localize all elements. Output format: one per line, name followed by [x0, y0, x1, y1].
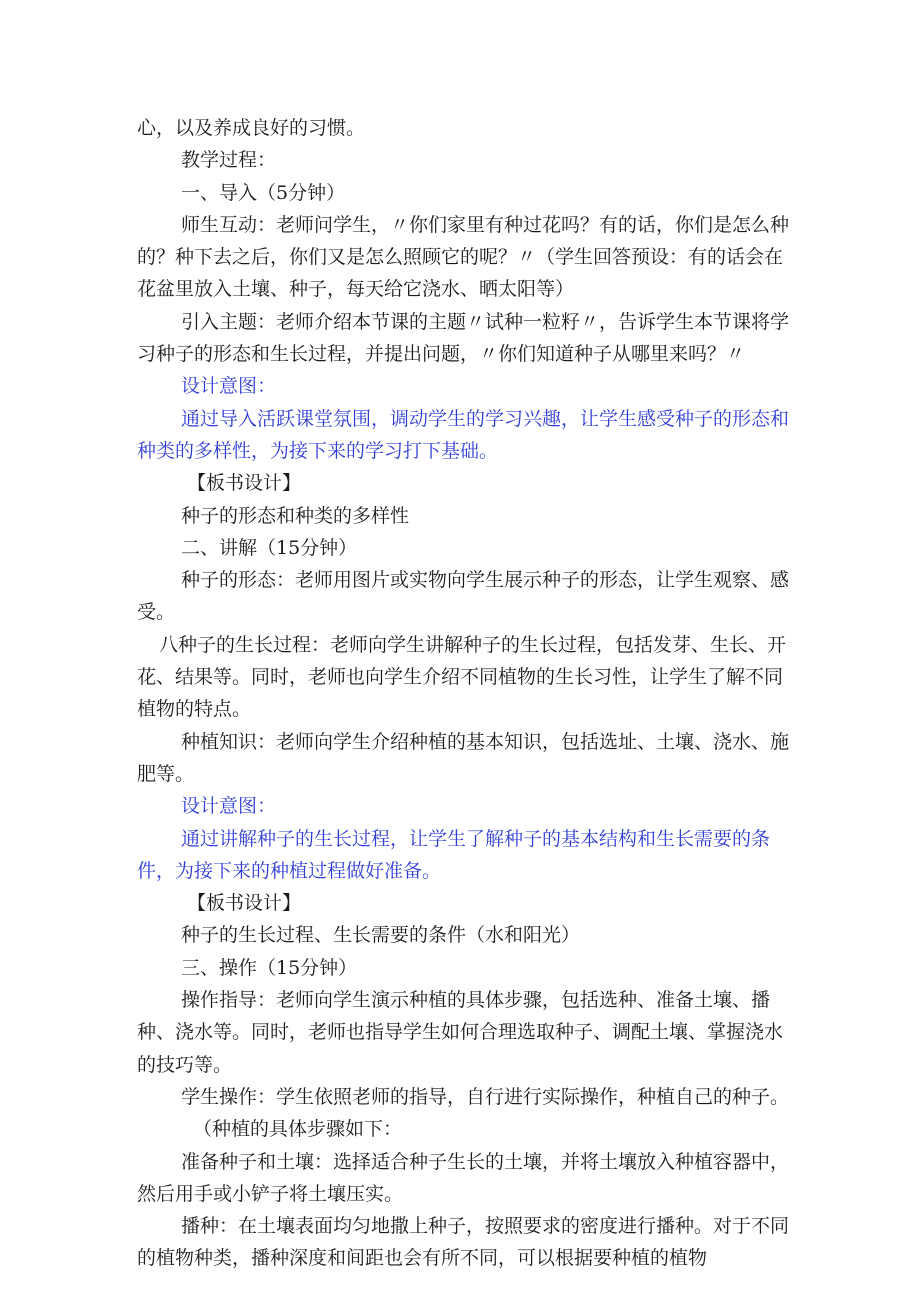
paragraph: 二、讲解（15分钟）: [181, 536, 358, 559]
design-intent-paragraph: 通过讲解种子的生长过程，让学生了解种子的基本结构和生长需要的条件，为接下来的种植过程做好准备。: [137, 827, 771, 882]
paragraph: 心，以及养成良好的习惯。: [137, 117, 366, 139]
design-intent-paragraph: 设计意图：: [181, 795, 277, 818]
paragraph: 播种：在土壤表面均匀地撒上种子，按照要求的密度进行播种。对于不同的植物种类，播种深度和间距也会有所不同，可以根据要种植的植物: [137, 1215, 790, 1270]
paragraph: 操作指导：老师向学生演示种植的具体步骤，包括选种、准备土壤、播种、浇水等。同时，老师也指导学生如何合理选取种子、调配土壤、掌握浇水的技巧等。: [137, 989, 784, 1076]
paragraph: 师生互动：老师问学生，〃你们家里有种过花吗？有的话，你们是怎么种的？种下去之后，你们又是怎么照顾它的呢？〃（学生回答预设：有的话会在花盆里放入土壤、种子，每天给它浇水、晒太阳等）: [137, 213, 790, 301]
paragraph: 种子的形态：老师用图片或实物向学生展示种子的形态，让学生观察、感受。: [137, 569, 790, 624]
paragraph: 种植知识：老师向学生介绍种植的基本知识，包括选址、土壤、浇水、施肥等。: [137, 730, 790, 785]
document-body: [137, 112, 797, 1275]
design-intent-paragraph: 通过导入活跃课堂氛围，调动学生的学习兴趣，让学生感受种子的形态和种类的多样性，为接下来的学习打下基础。: [137, 407, 790, 462]
paragraph: 【板书设计】: [187, 892, 302, 915]
paragraph: 【板书设计】: [187, 472, 302, 495]
paragraph: 教学过程：: [181, 149, 277, 172]
paragraph: 一、导入（5分钟）: [181, 181, 346, 204]
design-intent-paragraph: 设计意图：: [181, 375, 277, 398]
paragraph: 学生操作：学生依照老师的指导，自行进行实际操作，种植自己的种子。: [181, 1085, 790, 1108]
paragraph: 引入主题：老师介绍本节课的主题〃试种一粒籽〃，告诉学生本节课将学习种子的形态和生长过程，并提出问题，〃你们知道种子从哪里来吗？〃: [137, 310, 790, 366]
paragraph: 三、操作（15分钟）: [181, 956, 358, 979]
paragraph: 种子的生长过程、生长需要的条件（水和阳光）: [181, 924, 581, 947]
paragraph: 八种子的生长过程：老师向学生讲解种子的生长过程，包括发芽、生长、开花、结果等。同时，老师也向学生介绍不同植物的生长习性，让学生了解不同植物的特点。: [137, 633, 787, 721]
paragraph: 准备种子和土壤：选择适合种子生长的土壤，并将土壤放入种植容器中，然后用手或小铲子将土壤压实。: [137, 1150, 790, 1205]
paragraph: 种子的形态和种类的多样性: [181, 504, 410, 527]
paragraph: （种植的具体步骤如下：: [193, 1118, 403, 1141]
